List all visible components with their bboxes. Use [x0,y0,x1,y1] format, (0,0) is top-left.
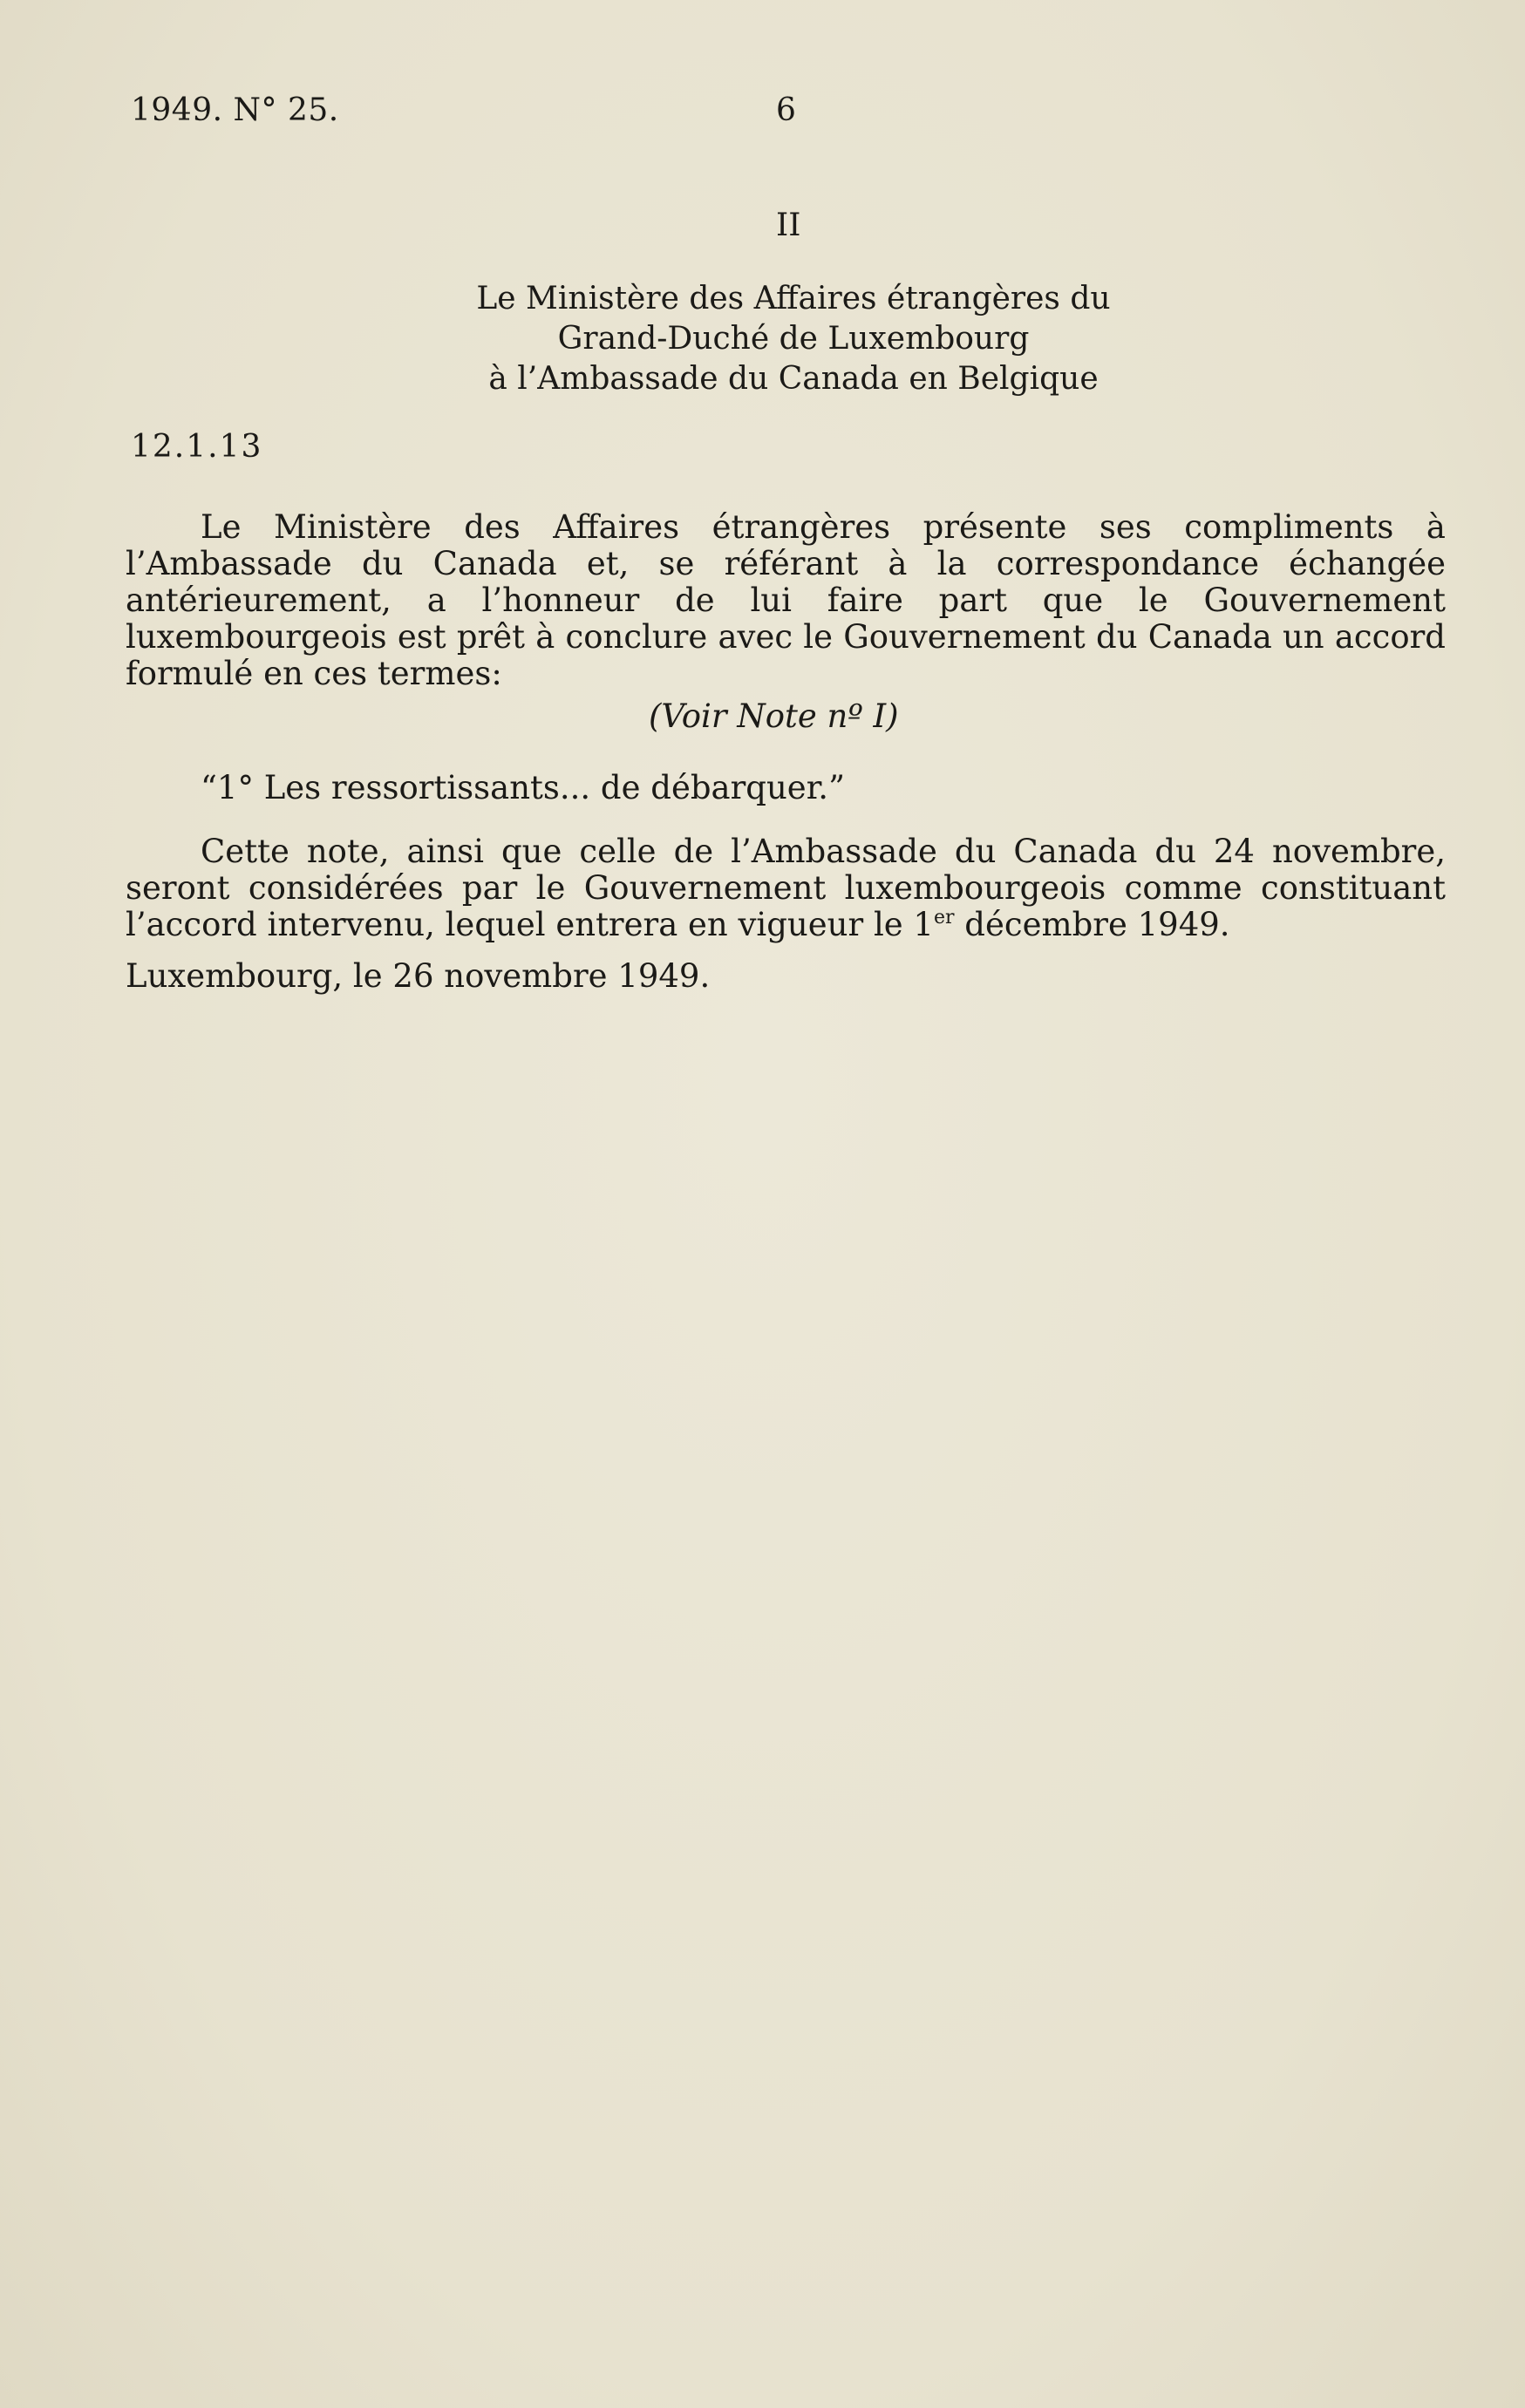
bleed-through-texture [105,235,1465,1892]
paragraph-2-end: décembre 1949. [954,906,1230,943]
quoted-excerpt: “1° Les ressortissants... de débarquer.” [201,769,845,806]
address-line-3: à l’Ambassade du Canada en Belgique [488,361,1099,397]
paragraph-2-text: Cette note, ainsi que celle de l’Ambassade du Canada du 24 novembre, seront considérées par le Gouvernement luxembourgeois comme constituant l’accord intervenu, lequel entrera en vigueur le 1 [126,833,1446,943]
body-paragraph-2 [126,833,1446,943]
address-line-2: Grand-Duché de Luxembourg [557,321,1030,357]
section-number: II [776,207,801,243]
voir-note-reference: (Voir Note nº I) [649,697,899,735]
reference-number: 12.1.13 [131,429,263,465]
address-line-1: Le Ministère des Affaires étrangères du [476,281,1111,316]
ordinal-superscript: er [933,907,955,929]
document-number: 1949. N° 25. [131,92,339,128]
address-block [453,279,1134,399]
page-number: 6 [776,92,796,128]
body-paragraph-1: Le Ministère des Affaires étrangères présente ses compliments à l’Ambassade du Canada et, se référant à la correspondance échangée antérieurement, a l’honneur de lui faire part que le Gouvernement luxembourgeois est prêt à conclure avec le Gouvernement du Canada un accord formulé en ces termes: [126,508,1446,692]
place-and-date: Luxembourg, le 26 novembre 1949. [126,957,711,995]
